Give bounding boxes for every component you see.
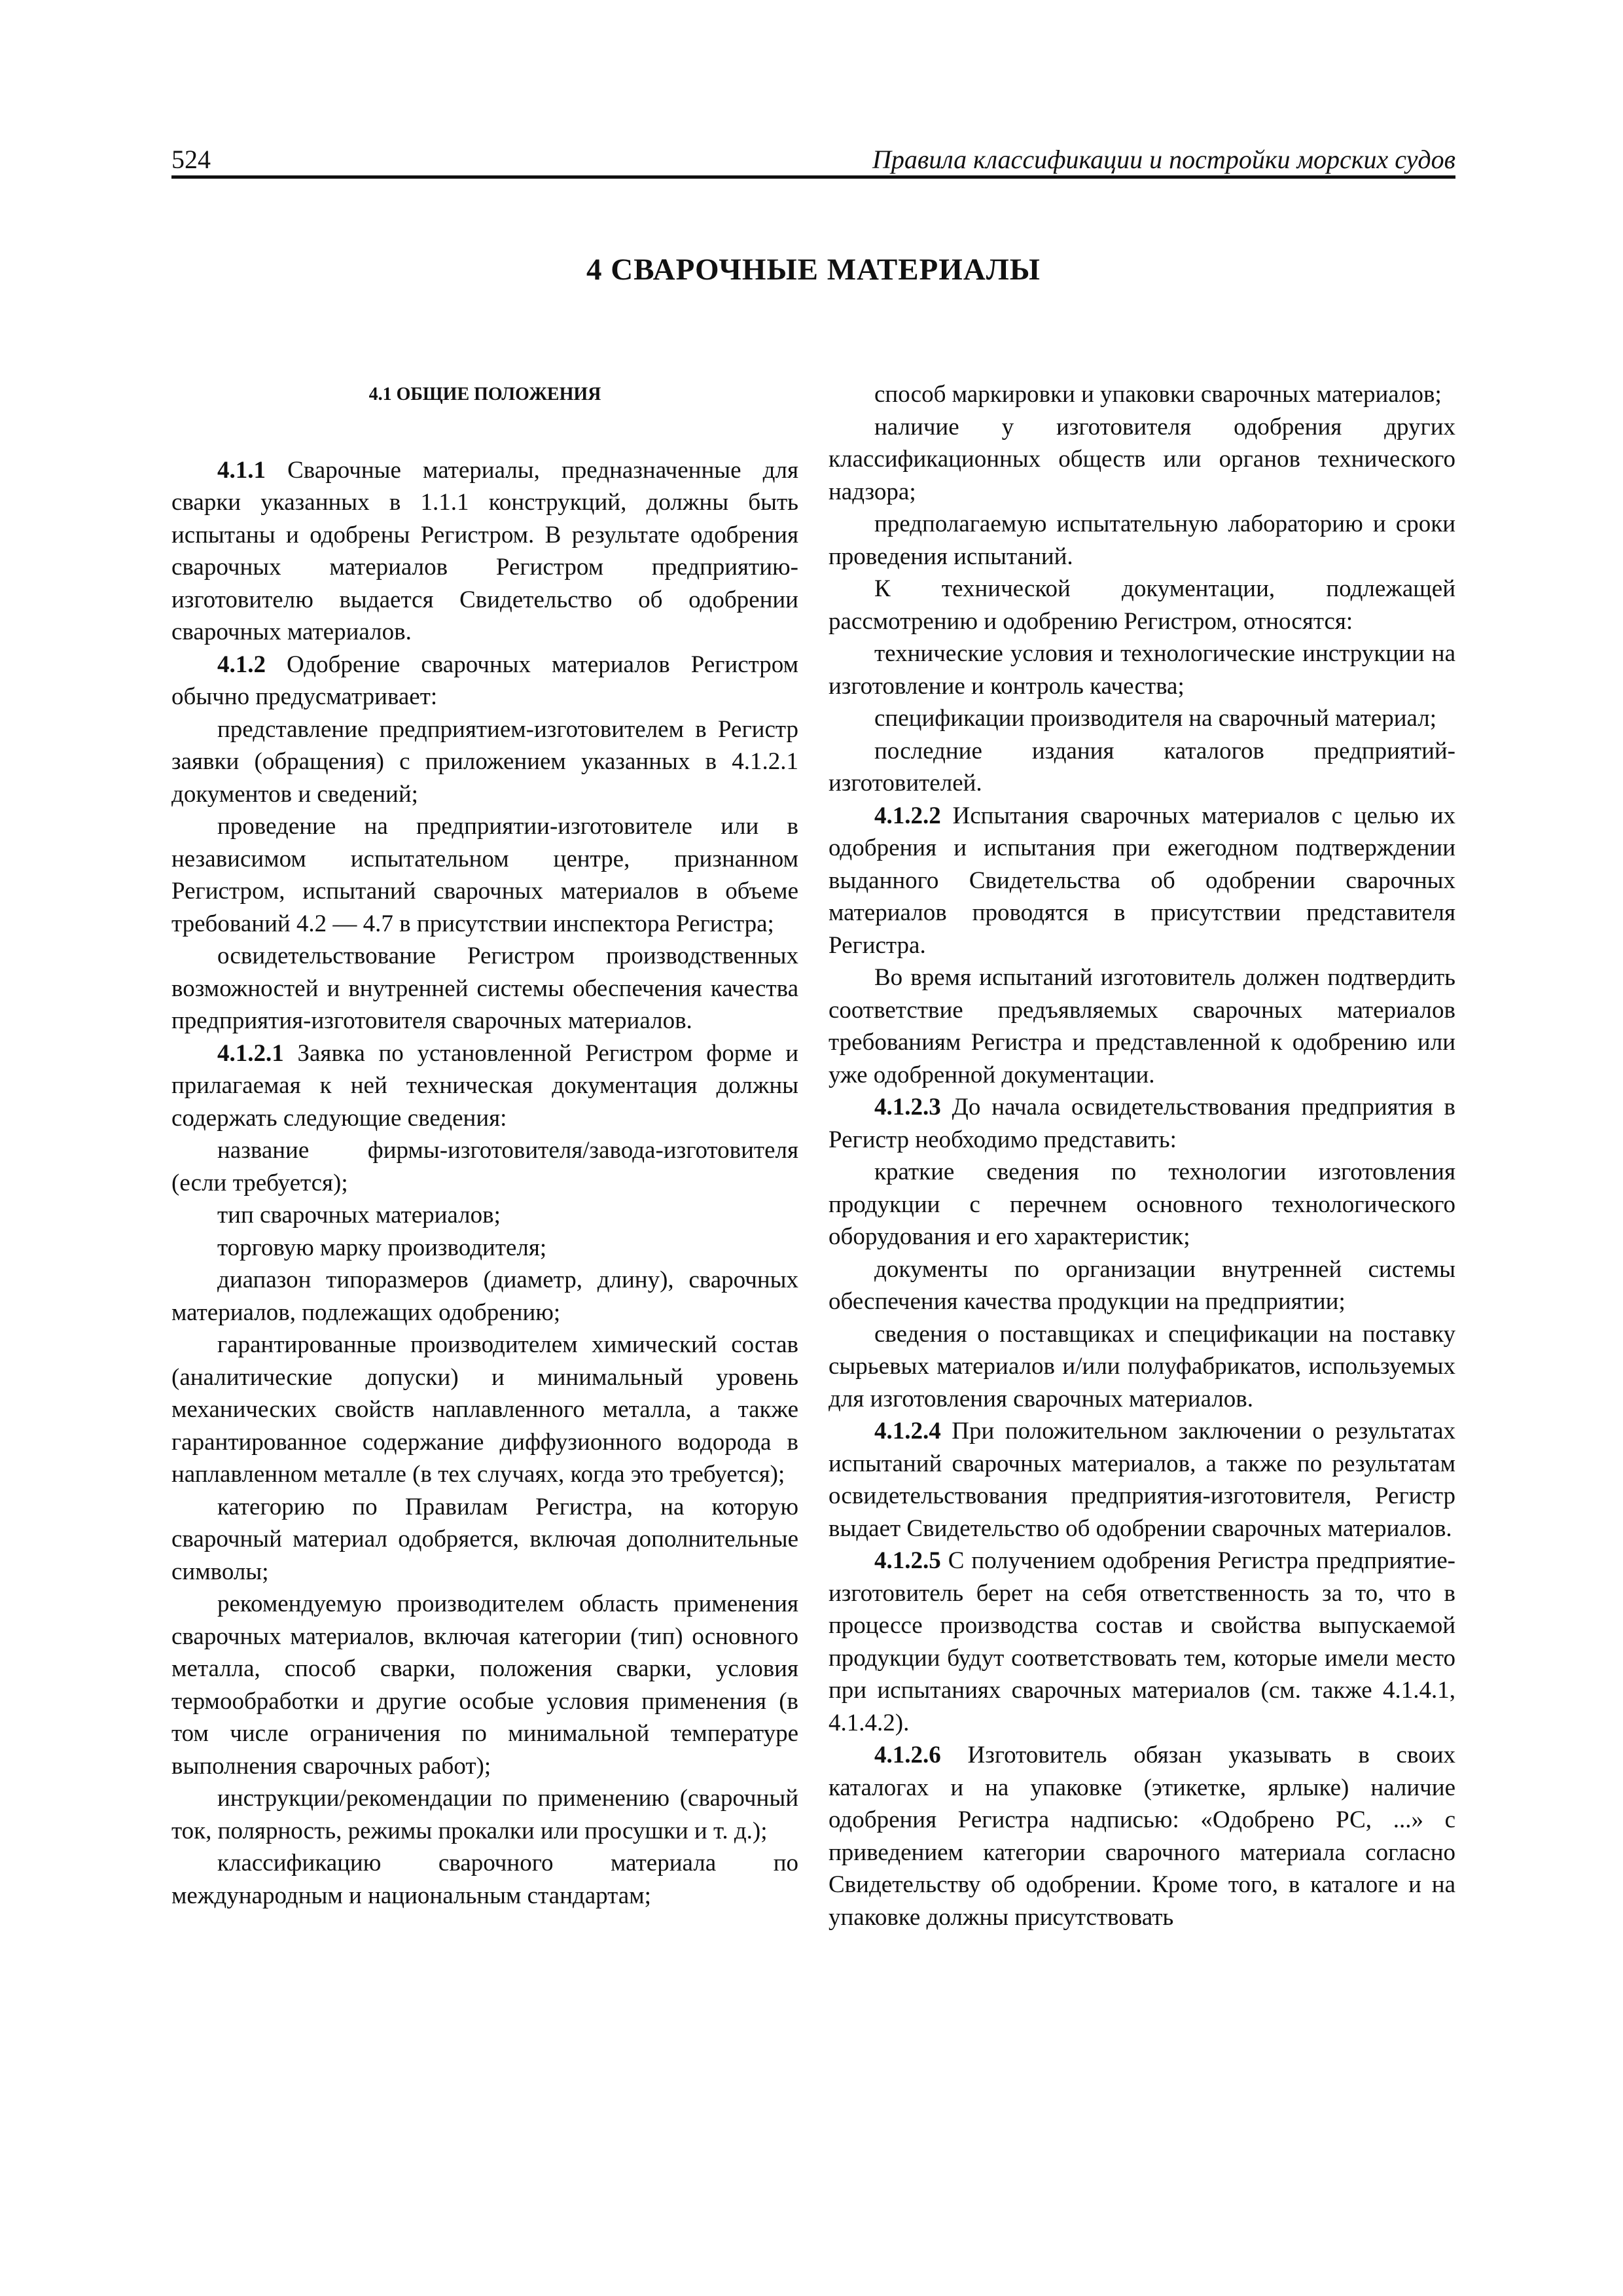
- paragraph: [171, 1329, 798, 1491]
- paragraph: [171, 1847, 798, 1912]
- paragraph-text: тип сварочных материалов;: [217, 1202, 501, 1229]
- paragraph-text: технические условия и технологические инструкции на изготовление и контроль качества;: [829, 640, 1455, 700]
- paragraph-text: сведения о поставщиках и спецификации на поставку сырьевых материалов и/или полуфабрикатов, используемых для изготовления сварочных материалов.: [829, 1320, 1455, 1412]
- paragraph: [829, 1156, 1455, 1253]
- paragraph: [829, 1253, 1455, 1318]
- paragraph-text: способ маркировки и упаковки сварочных материалов;: [874, 381, 1442, 408]
- paragraph-text: инструкции/рекомендации по применению (сварочный ток, полярность, режимы прокалки или просушки и т. д.);: [171, 1785, 798, 1844]
- paragraph: [171, 454, 798, 649]
- right-paragraphs: [829, 378, 1455, 1933]
- paragraph: [829, 800, 1455, 962]
- paragraph: [829, 961, 1455, 1091]
- paragraph-text: торговую марку производителя;: [217, 1234, 547, 1261]
- clause-number: 4.1.2.3: [874, 1094, 941, 1121]
- paragraph: [829, 508, 1455, 573]
- paragraph: [829, 1091, 1455, 1156]
- paragraph-text: категорию по Правилам Регистра, на которую сварочный материал одобряется, включая дополнительные символы;: [171, 1493, 798, 1585]
- paragraph: [829, 1545, 1455, 1739]
- paragraph-text: Испытания сварочных материалов с целью их одобрения и испытания при ежегодном подтверждении выданного Свидетельства об одобрении сварочных материалов проводятся в присутствии представителя Регистра.: [829, 802, 1455, 959]
- left-column: [171, 378, 798, 1912]
- left-paragraphs: [171, 454, 798, 1912]
- paragraph: [171, 1134, 798, 1199]
- right-column: [829, 378, 1455, 1933]
- clause-number: 4.1.2.6: [874, 1742, 941, 1768]
- paragraph: [829, 1318, 1455, 1416]
- paragraph: [171, 649, 798, 713]
- paragraph: [171, 810, 798, 940]
- paragraph-text: диапазон типоразмеров (диаметр, длину), сварочных материалов, подлежащих одобрению;: [171, 1266, 798, 1326]
- clause-number: 4.1.2.1: [217, 1039, 284, 1067]
- paragraph: [171, 1264, 798, 1329]
- clause-number: 4.1.1: [217, 456, 266, 484]
- paragraph: [829, 573, 1455, 637]
- paragraph-text: К технической документации, подлежащей рассмотрению и одобрению Регистром, относятся:: [829, 575, 1455, 635]
- paragraph-text: Изготовитель обязан указывать в своих каталогах и на упаковке (этикетке, ярлыке) наличие одобрения Регистра надписью: «Одобрено РС, ...» с приведением категории сварочного материала согласно Свидетельству об одобрении. Кроме того, в каталоге и на упаковке должны присутствовать: [829, 1742, 1455, 1931]
- paragraph-text: предполагаемую испытательную лабораторию и сроки проведения испытаний.: [829, 511, 1455, 570]
- paragraph: [171, 1588, 798, 1782]
- page-header: [171, 140, 1455, 178]
- paragraph-text: гарантированные производителем химический состав (аналитические допуски) и минимальный уровень механических свойств наплавленного металла, а также гарантированное содержание диффузионного водорода в наплавленном металле (в тех случаях, когда это требуется);: [171, 1331, 798, 1488]
- paragraph-text: краткие сведения по технологии изготовления продукции с перечнем основного технологического оборудования и его характеристик;: [829, 1158, 1455, 1250]
- paragraph-text: классификацию сварочного материала по международным и национальным стандартам;: [171, 1850, 798, 1909]
- clause-number: 4.1.2.2: [874, 802, 941, 829]
- paragraph-text: До начала освидетельствования предприятия в Регистр необходимо представить:: [829, 1094, 1455, 1153]
- paragraph-text: освидетельствование Регистром производственных возможностей и внутренней системы обеспечения качества предприятия-изготовителя сварочных материалов.: [171, 942, 798, 1034]
- paragraph-text: наличие у изготовителя одобрения других классификационных обществ или органов технического надзора;: [829, 413, 1455, 505]
- paragraph-text: Заявка по установленной Регистром форме и прилагаемая к ней техническая документация должны содержать следующие сведения:: [171, 1039, 798, 1132]
- paragraph-text: последние издания каталогов предприятий-изготовителей.: [829, 737, 1455, 797]
- paragraph: [829, 411, 1455, 509]
- header-divider: [171, 175, 1455, 179]
- paragraph: [829, 735, 1455, 800]
- paragraph: [171, 940, 798, 1037]
- paragraph-text: проведение на предприятии-изготовителе или в независимом испытательном центре, признанном Регистром, испытаний сварочных материалов в объеме требований 4.2 — 4.7 в присутствии инспектора Регистра;: [171, 813, 798, 937]
- paragraph-text: При положительном заключении о результатах испытаний сварочных материалов, а также по результатам освидетельствования предприятия-изготовителя, Регистр выдает Свидетельство об одобрении сварочных материалов.: [829, 1418, 1455, 1542]
- clause-number: 4.1.2.5: [874, 1547, 941, 1574]
- chapter-title: 4 СВАРОЧНЫЕ МАТЕРИАЛЫ: [586, 253, 1041, 287]
- paragraph-text: спецификации производителя на сварочный материал;: [874, 705, 1437, 732]
- section-heading: 4.1 ОБЩИЕ ПОЛОЖЕНИЯ: [368, 384, 601, 404]
- paragraph-text: представление предприятием-изготовителем в Регистр заявки (обращения) с приложением указанных в 4.1.2.1 документов и сведений;: [171, 715, 798, 808]
- paragraph: [171, 1199, 798, 1232]
- paragraph: [829, 702, 1455, 735]
- paragraph: [171, 1232, 798, 1265]
- clause-number: 4.1.2: [217, 651, 266, 678]
- paragraph-text: рекомендуемую производителем область применения сварочных материалов, включая категории (тип) основного металла, способ сварки, положения сварки, условия термообработки и другие особые условия применения (в том числе ограничения по минимальной температуре выполнения сварочных работ);: [171, 1590, 798, 1780]
- paragraph-text: название фирмы-изготовителя/завода-изготовителя (если требуется);: [171, 1137, 798, 1196]
- paragraph: [829, 1739, 1455, 1933]
- paragraph-text: Во время испытаний изготовитель должен подтвердить соответствие предъявляемых сварочных материалов требованиям Регистра и представленной к одобрению или уже одобренной документации.: [829, 964, 1455, 1088]
- paragraph: [171, 1037, 798, 1135]
- paragraph-text: Одобрение сварочных материалов Регистром обычно предусматривает:: [171, 651, 798, 710]
- paragraph: [829, 1415, 1455, 1545]
- paragraph: [171, 1782, 798, 1847]
- running-title: Правила классификации и постройки морских судов: [872, 145, 1455, 174]
- paragraph: [829, 378, 1455, 411]
- paragraph: [171, 1491, 798, 1588]
- paragraph-text: Сварочные материалы, предназначенные для сварки указанных в 1.1.1 конструкций, должны быть испытаны и одобрены Регистром. В результате одобрения сварочных материалов Регистром предприятию-изготовителю выдается Свидетельство об одобрении сварочных материалов.: [171, 456, 798, 645]
- paragraph: [829, 637, 1455, 702]
- paragraph-text: С получением одобрения Регистра предприятие-изготовитель берет на себя ответственность за то, что в процессе производства состав и свойства выпускаемой продукции будут соответствовать тем, которые имели место при испытаниях сварочных материалов (см. также 4.1.4.1, 4.1.4.2).: [829, 1547, 1455, 1736]
- paragraph-text: документы по организации внутренней системы обеспечения качества продукции на предприятии;: [829, 1255, 1455, 1315]
- page-number: 524: [171, 145, 211, 174]
- paragraph: [171, 713, 798, 811]
- clause-number: 4.1.2.4: [874, 1418, 941, 1444]
